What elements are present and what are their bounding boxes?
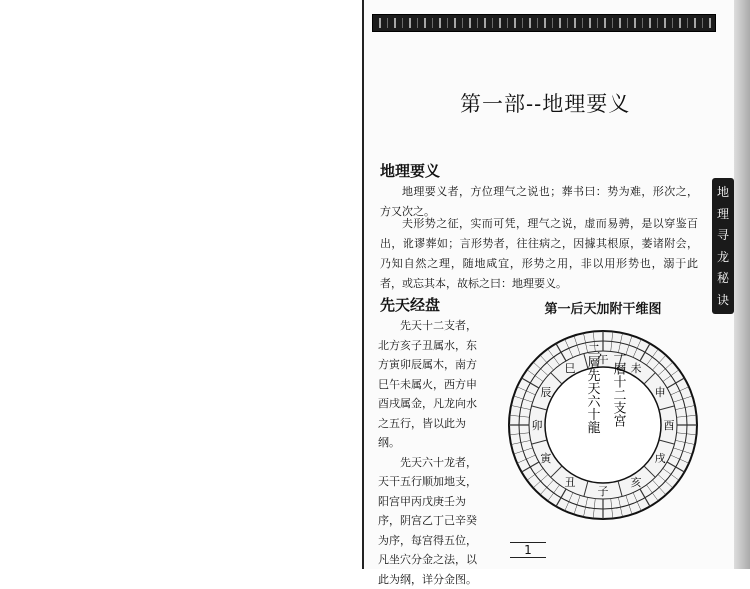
branch-label: 亥 bbox=[631, 475, 642, 489]
side-tab-char: 龙 bbox=[717, 250, 729, 264]
side-tab bbox=[712, 178, 734, 314]
branch-label: 申 bbox=[655, 385, 666, 399]
branch-label: 子 bbox=[598, 485, 609, 498]
section1-paragraph-1: 地理要义者，方位理气之说也；葬书曰：势为难，形次之，方又次之。 bbox=[380, 182, 698, 222]
branch-label: 巳 bbox=[565, 362, 576, 375]
side-tab-char: 寻 bbox=[717, 228, 729, 242]
center-label-right: 一層十二支宮 bbox=[611, 349, 627, 427]
left-blank-page bbox=[0, 0, 362, 569]
branch-label: 酉 bbox=[664, 419, 675, 432]
branch-label: 未 bbox=[631, 361, 642, 375]
side-tab-char: 秘 bbox=[717, 271, 729, 285]
branch-label: 丑 bbox=[565, 476, 576, 489]
branch-label: 戌 bbox=[655, 451, 666, 465]
compass-svg bbox=[506, 328, 700, 522]
compass-diagram bbox=[506, 328, 700, 522]
header-ornament-band bbox=[372, 14, 716, 32]
branch-label: 午 bbox=[598, 352, 609, 366]
branch-label: 寅 bbox=[540, 451, 552, 465]
section2-body bbox=[378, 316, 486, 589]
side-tab-char: 地 bbox=[717, 185, 729, 199]
section-title-dili-yaoyi: 地理要义 bbox=[380, 160, 440, 181]
figure-caption: 第一后天加附干维图 bbox=[508, 298, 698, 317]
section2-paragraph-1: 先天十二支者，北方亥子丑属水，东方寅卯辰属木，南方巳午未属火，西方申酉戌属金，凡龙向水之五行，皆以此为纲。 bbox=[378, 316, 486, 453]
header-pattern bbox=[373, 18, 715, 28]
branch-label: 辰 bbox=[540, 386, 551, 399]
inner-ring bbox=[545, 367, 661, 483]
branch-label: 卯 bbox=[532, 418, 543, 432]
page-edge bbox=[734, 0, 750, 569]
center-label-left: 二層先天六十龍 bbox=[585, 343, 601, 434]
side-tab-char: 理 bbox=[717, 207, 729, 221]
section2-paragraph-2: 先天六十龙者，天干五行顺加地支，阳宫甲丙戊庚壬为序，阴宫乙丁己辛癸为序，每宫得五位，凡坐穴分金之法，以此为纲，详分金图。 bbox=[378, 453, 486, 589]
side-tab-char: 诀 bbox=[717, 293, 729, 307]
section1-paragraph-2: 夫形势之征，实而可凭，理气之说，虚而易骋，是以穿鉴百出，讹谬葬如；言形势者，往往病之，因據其根原，萎诸附会，乃知自然之理，随地咸宜，形势之用，非以用形势也，溺于此者，或忘其本，故标之曰：地理要义。 bbox=[380, 214, 698, 294]
page-number: 1 bbox=[510, 542, 546, 558]
section-title-xiantian-jingpan: 先天经盘 bbox=[380, 294, 440, 315]
part-title: 第一部--地理要义 bbox=[460, 88, 660, 118]
